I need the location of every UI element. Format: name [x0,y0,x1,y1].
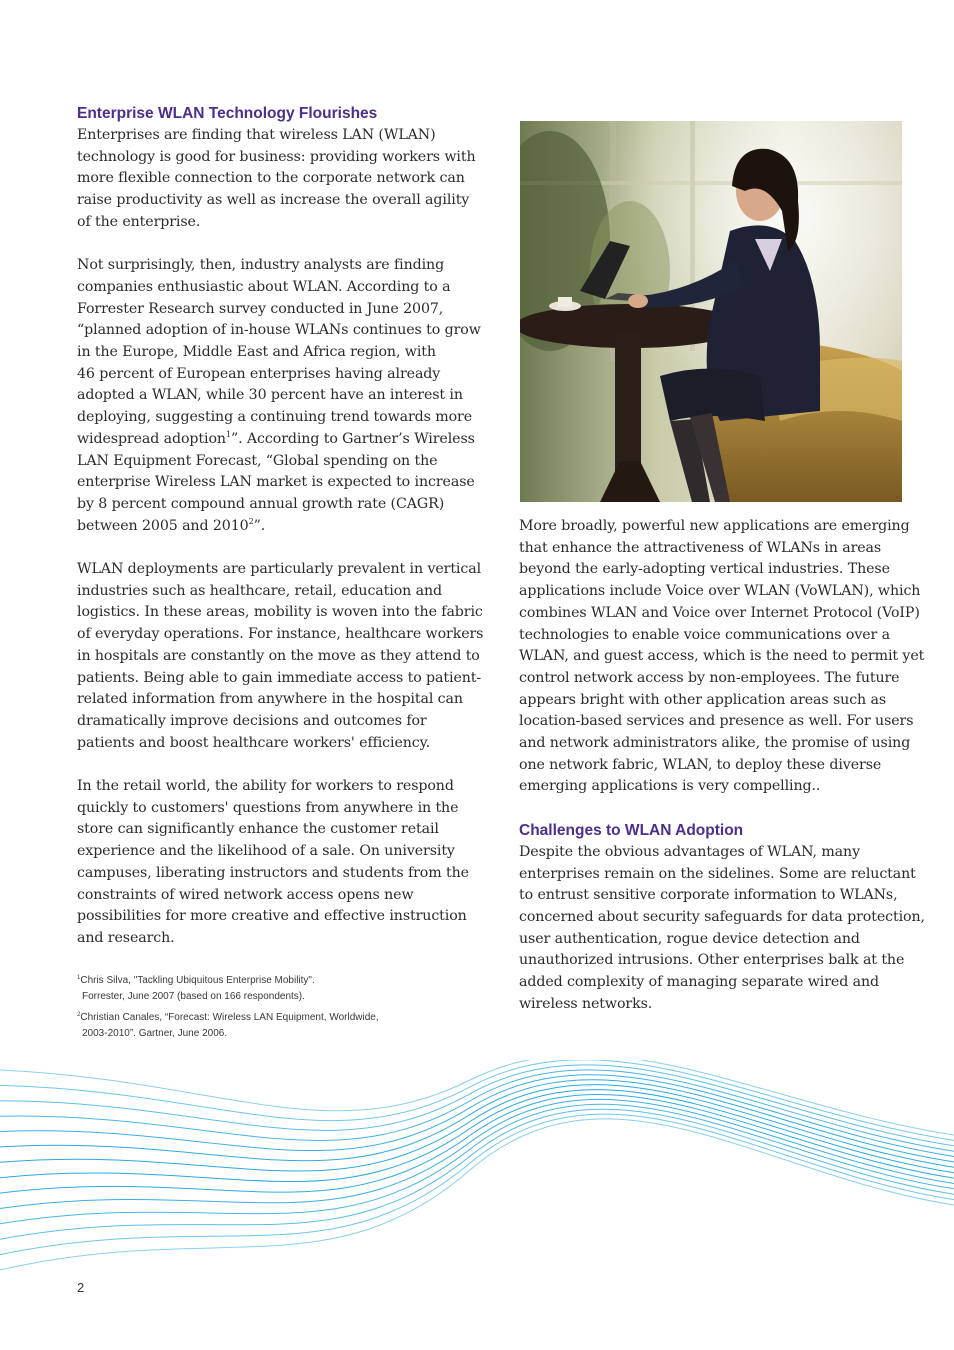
text-line: campuses, liberating instructors and students from the [77,864,469,881]
text-line-with-reference [77,429,477,451]
text-line: of the enterprise. [77,213,201,230]
footnote-2 [77,1010,477,1042]
text-line: possibilities for more creative and effective instruction [77,908,467,925]
text-line: appears bright with other application areas such as [519,691,887,708]
text-line: Forrester Research survey conducted in June 2007, [77,300,444,317]
footnote-number: 2 [77,1012,81,1018]
text-line: unauthorized intrusions. Other enterprises balk at the [519,952,905,969]
text-line: patients. Being able to gain immediate access to patient- [77,669,482,686]
footnote-number: 1 [77,975,81,981]
text-line: enterprises remain on the sidelines. Some are reluctant [519,865,916,882]
text-line: experience and the likelihood of a sale. On university [77,843,455,860]
photo-woman-with-laptop [520,121,902,502]
text-line: “planned adoption of in-house WLANs continues to grow [77,322,481,339]
text-line: one network fabric, WLAN, to deploy these diverse [519,756,882,773]
text-line: WLAN, and guest access, which is the need to permit yet [519,648,925,665]
text-line: combines WLAN and Voice over Internet Protocol (VoIP) [519,604,920,621]
page-number: 2 [77,1280,85,1295]
text-line: emerging applications is very compelling.. [519,778,821,795]
section-heading-challenges: Challenges to WLAN Adoption [519,821,744,839]
left-column [77,103,484,950]
text-line: related information from anywhere in the hospital can [77,691,463,708]
footnote-text: Forrester, June 2007 (based on 166 respondents). [82,991,305,1002]
text-line: adopted a WLAN, while 30 percent have an interest in [77,387,463,404]
wave-line [0,1060,954,1140]
text-line: WLAN deployments are particularly prevalent in vertical [77,561,482,578]
paragraph-vertical-industries [77,559,484,754]
text-line: 46 percent of European enterprises having already [77,365,441,382]
paragraph-analysts [77,255,481,537]
footnote-reference-2: 2 [248,516,254,526]
text-line: that enhance the attractiveness of WLANs in areas [519,539,882,556]
paragraph-applications [519,516,925,798]
text-line: Despite the obvious advantages of WLAN, many [519,843,860,860]
text-line: by 8 percent compound annual growth rate (CAGR) [77,495,445,512]
right-column [519,516,925,1015]
text-line: in the Europe, Middle East and Africa region, with [77,344,436,361]
text-line: Enterprises are finding that wireless LAN (WLAN) [77,127,436,143]
text-line: companies enthusiastic about WLAN. According to a [77,278,451,295]
text-line: more flexible connection to the corporate network can [77,170,465,187]
text-line: and research. [77,929,175,946]
text-line: and network administrators alike, the promise of using [519,735,911,752]
text-line: technologies to enable voice communications over a [519,626,890,643]
footnote-line [77,973,477,989]
text-line: concerned about security safeguards for data protection, [519,908,925,925]
text-line: constraints of wired network access opens new [77,886,414,903]
text-line: More broadly, powerful new applications are emerging [519,518,910,534]
text-line: In the retail world, the ability for workers to respond [77,778,454,795]
text-line: raise productivity as well as increase the overall agility [77,192,470,209]
text-line: control network access by non-employees. The future [519,669,900,686]
text-line: location-based services and presence as well. For users [519,713,914,730]
text-line: enterprise Wireless LAN market is expected to increase [77,474,475,491]
text-line: quickly to customers' questions from anywhere in the [77,799,459,816]
text-fragment: ”. According to Gartner’s Wireless [230,430,475,447]
text-line-with-reference [77,516,477,538]
text-line: industries such as healthcare, retail, education and [77,582,442,599]
wave-line [0,1114,954,1255]
paragraph-retail [77,776,477,950]
text-line: beyond the early-adopting vertical industries. These [519,561,890,578]
text-fragment: between 2005 and 2010 [77,517,249,534]
wave-line [0,1099,954,1208]
text-fragment: widespread adoption [77,430,226,447]
text-line: of everyday operations. For instance, healthcare workers [77,626,484,643]
text-line: deploying, suggesting a continuing trend towards more [77,409,473,426]
text-line: logistics. In these areas, mobility is woven into the fabric [77,604,483,621]
text-line: wireless networks. [519,995,653,1012]
text-line: store can significantly enhance the customer retail [77,821,439,838]
footnote-1 [77,973,477,1005]
footnote-reference-1: 1 [225,429,231,439]
footnotes [77,973,477,1047]
footnote-text: Christian Canales, “Forecast: Wireless LAN Equipment, Worldwide, [80,1012,379,1023]
paragraph-challenges [519,842,925,1016]
text-fragment: ”. [253,517,266,534]
text-line: technology is good for business: providing workers with [77,148,476,165]
wave-line [0,1119,954,1270]
text-line: patients and boost healthcare workers' efficiency. [77,734,431,751]
text-line: added complexity of managing separate wired and [519,974,879,991]
text-line: dramatically improve decisions and outcomes for [77,712,427,729]
section-heading-enterprise-wlan: Enterprise WLAN Technology Flourishes [77,105,378,122]
text-line: in hospitals are constantly on the move as they attend to [77,647,480,664]
decorative-wave-lines [0,1060,954,1290]
footnote-text: 2003-2010”. Gartner, June 2006. [82,1028,228,1039]
text-line: applications include Voice over WLAN (VoWLAN), which [519,583,921,600]
wave-line [0,1080,954,1162]
text-line: user authentication, rogue device detection and [519,930,860,947]
text-line: to entrust sensitive corporate information to WLANs, [519,887,898,904]
footnote-text: Chris Silva, "Tackling Ubiquitous Enterprise Mobility". [80,975,315,986]
text-line: LAN Equipment Forecast, “Global spending on the [77,452,438,469]
footnote-line [77,1010,477,1026]
paragraph-intro [77,125,477,234]
text-line: Not surprisingly, then, industry analysts are finding [77,257,445,274]
